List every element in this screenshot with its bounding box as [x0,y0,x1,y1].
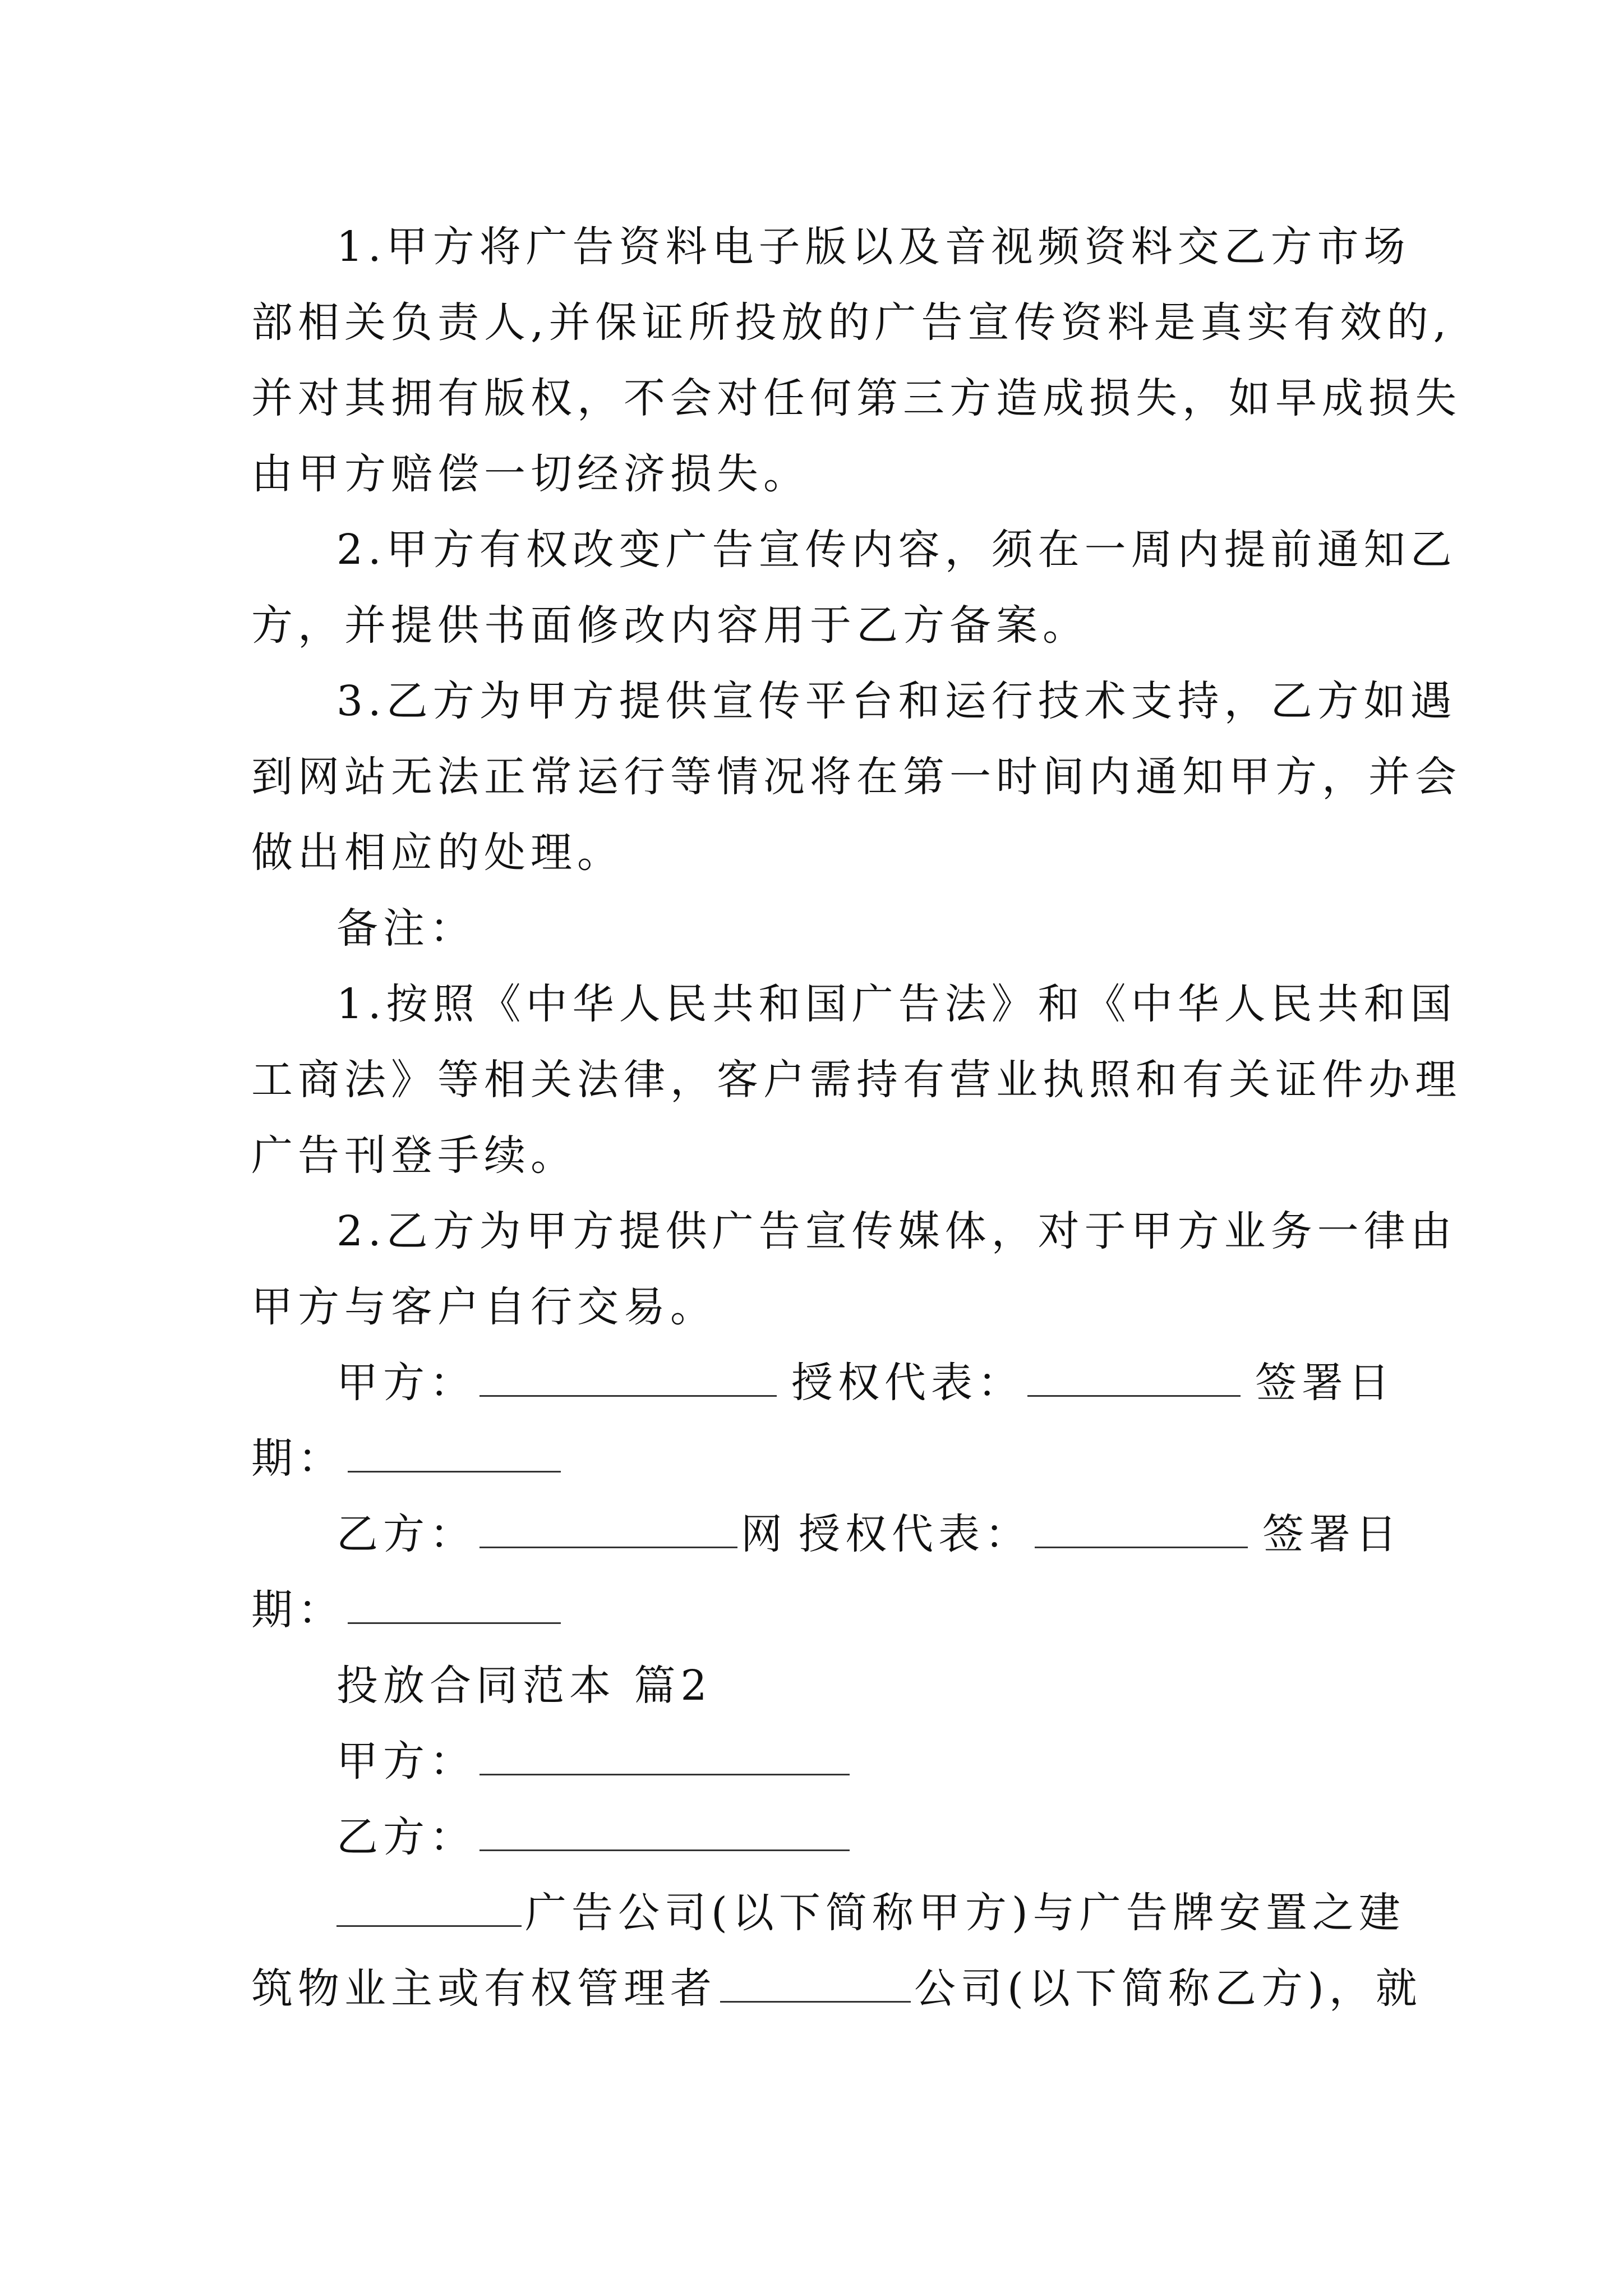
intro-line-2-end: 公司(以下简称乙方)，就 [914,1964,1422,2013]
paragraph-1-line-3: 并对其拥有版权，不会对任何第三方造成损失，如早成损失 [251,374,1461,422]
intro-owner-blank [720,1965,911,2003]
paragraph-1-line-1: 1.甲方将广告资料电子版以及音视频资料交乙方市场 [336,223,1410,271]
remark-1-line-3: 广告刊登手续。 [251,1131,577,1180]
remark-2-line-2: 甲方与客户自行交易。 [251,1283,717,1331]
intro-company-blank [336,1889,522,1927]
signature-row-party-b-date [251,1582,564,1638]
section-2-party-a-blank [479,1738,850,1775]
paragraph-1-line-4: 由甲方赔偿一切经济损失。 [251,450,810,498]
party-b-rep-label: 授权代表： [799,1510,1031,1558]
party-a-rep-blank [1027,1359,1241,1397]
party-b-date-blank [348,1586,561,1624]
intro-line-1-text: 广告公司(以下简称甲方)与广告牌安置之建 [525,1889,1405,1937]
party-b-date-label-end: 期： [251,1586,344,1634]
paragraph-1-line-2: 部相关负责人,并保证所投放的广告宣传资料是真实有效的, [251,298,1452,347]
remark-2-line-1: 2.乙方为甲方提供广告宣传媒体，对于甲方业务一律由 [336,1207,1457,1255]
party-b-suffix: 网 [741,1510,787,1558]
section-2-party-a-label: 甲方： [336,1737,476,1786]
paragraph-3-line-1: 3.乙方为甲方提供宣传平台和运行技术支持，乙方如遇 [336,677,1457,725]
signature-row-party-a-date [251,1430,564,1487]
party-a-date-label-end: 期： [251,1434,344,1483]
intro-line-2-start: 筑物业主或有权管理者 [251,1964,717,2013]
section-title: 投放合同范本 篇2 [336,1662,712,1710]
section-2-party-b-label: 乙方： [336,1813,476,1861]
signature-row-party-a [336,1355,1395,1411]
section-2-party-b-blank [479,1814,850,1851]
remarks-heading: 备注： [336,904,476,953]
party-b-blank [479,1511,737,1548]
paragraph-2-line-1: 2.甲方有权改变广告宣传内容，须在一周内提前通知乙 [336,526,1457,574]
remark-1-line-2: 工商法》等相关法律，客户需持有营业执照和有关证件办理 [251,1056,1461,1104]
intro-line-1 [336,1885,1405,1941]
party-a-rep-label: 授权代表： [791,1359,1024,1407]
party-b-label: 乙方： [336,1510,476,1558]
party-b-date-label: 签署日 [1262,1510,1402,1558]
party-a-date-blank [348,1435,561,1473]
section-2-party-a-row [336,1733,853,1789]
intro-line-2 [251,1961,1422,2017]
paragraph-2-line-2: 方，并提供书面修改内容用于乙方备案。 [251,601,1089,650]
party-b-rep-blank [1035,1511,1248,1548]
paragraph-3-line-2: 到网站无法正常运行等情况将在第一时间内通知甲方，并会 [251,753,1461,801]
signature-row-party-b [336,1506,1402,1562]
party-a-label: 甲方： [336,1359,476,1407]
paragraph-3-line-3: 做出相应的处理。 [251,829,624,877]
party-a-date-label: 签署日 [1255,1359,1395,1407]
party-a-blank [479,1359,777,1397]
remark-1-line-1: 1.按照《中华人民共和国广告法》和《中华人民共和国 [336,980,1457,1028]
section-2-party-b-row [336,1809,853,1865]
